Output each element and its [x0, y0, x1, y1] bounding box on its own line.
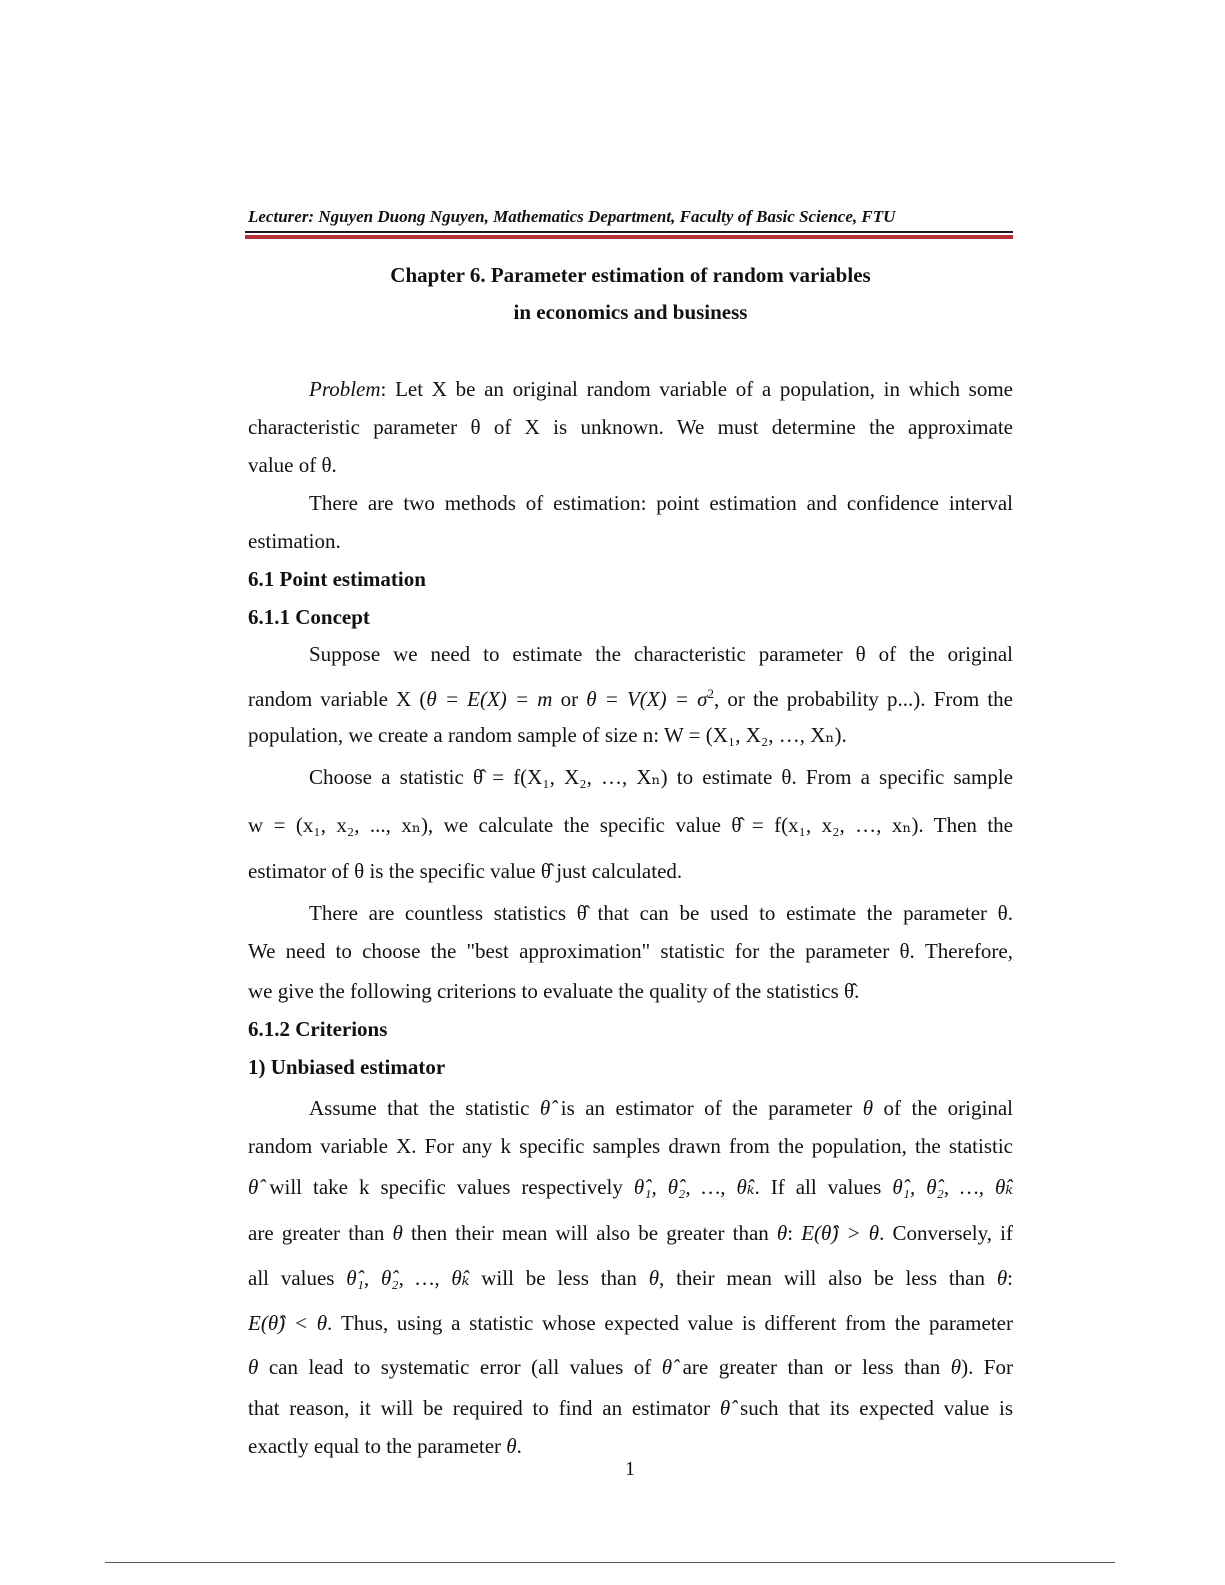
header-rule-thick [245, 235, 1013, 239]
page-number: 1 [625, 1458, 635, 1480]
concept-p3-line1: There are countless statistics θ̂ that can be used to estimate the parameter θ. [309, 901, 1013, 925]
concept-p1-line2: random variable X (θ = E(X) = m or $\theta = V(X) = \sigma^2$, or the probability p...). From the [248, 686, 1014, 711]
concept-p3-line2: We need to choose the "best approximation" statistic for the parameter θ. Therefore, [248, 939, 1013, 963]
unbiased-line9: exactly equal to the parameter θ. [248, 1434, 522, 1458]
page-header: Lecturer: Nguyen Duong Nguyen, Mathematics Department, Faculty of Basic Science, FTU [248, 207, 896, 226]
unbiased-line6: E(θ̂) < θ. Thus, using a statistic whose expected value is different from the parameter [248, 1311, 1013, 1335]
methods-line1: There are two methods of estimation: point estimation and confidence interval [309, 491, 1013, 515]
unbiased-line7: θ can lead to systematic error (all values of θ̂ are greater than or less than θ). For [248, 1355, 1013, 1379]
unbiased-line3: θ̂ will take k specific values respectively θ̂₁, θ̂₂, …, θ̂ₖ. If all values θ̂₁, θ̂₂, …, θ̂ₖ [248, 1175, 1013, 1199]
header-rule-thin [245, 231, 1013, 233]
unbiased-line5: all values θ̂₁, θ̂₂, …, θ̂ₖ will be less than θ, their mean will also be less than θ: [248, 1266, 1013, 1290]
concept-p2-line2: w = (x₁, x₂, ..., xₙ), we calculate the specific value θ̂ = f(x₁, x₂, …, xₙ). Then the [248, 813, 1013, 837]
concept-p2-line3: estimator of θ is the specific value θ̂ just calculated. [248, 859, 683, 883]
section-heading-6-1-2: 6.1.2 Criterions [248, 1017, 388, 1041]
section-heading-6-1: 6.1 Point estimation [248, 567, 426, 591]
concept-p3-line3: we give the following criterions to evaluate the quality of the statistics θ̂. [248, 979, 860, 1003]
footer-rule [105, 1562, 1115, 1563]
unbiased-line4: are greater than θ then their mean will also be greater than θ: E(θ̂) > θ. Conversely, if [248, 1221, 1013, 1245]
concept-p1-line1: Suppose we need to estimate the characteristic parameter θ of the original [309, 642, 1013, 666]
unbiased-line2: random variable X. For any k specific samples drawn from the population, the statistic [248, 1134, 1013, 1158]
section-heading-6-1-1: 6.1.1 Concept [248, 605, 370, 629]
concept-p1-line3: population, we create a random sample of size n: W = (X₁, X₂, …, Xₙ). [248, 723, 847, 747]
problem-label: Problem [309, 377, 381, 401]
chapter-title-line2: in economics and business [513, 300, 748, 324]
problem-line2: characteristic parameter θ of X is unknown. We must determine the approximate [248, 415, 1013, 439]
unbiased-line8: that reason, it will be required to find an estimator θ̂ such that its expected value is [248, 1396, 1013, 1420]
problem-line3: value of θ. [248, 453, 337, 477]
criterion-heading-unbiased: 1) Unbiased estimator [248, 1055, 446, 1079]
concept-p2-line1: Choose a statistic θ̂ = f(X₁, X₂, …, Xₙ) to estimate θ. From a specific sample [309, 765, 1013, 789]
problem-line1: Problem: Let X be an original random variable of a population, in which some [309, 377, 1013, 401]
methods-line2: estimation. [248, 529, 341, 553]
unbiased-line1: Assume that the statistic θ̂ is an estimator of the parameter θ of the original [309, 1096, 1013, 1120]
chapter-title-line1: Chapter 6. Parameter estimation of random variables [390, 263, 871, 287]
